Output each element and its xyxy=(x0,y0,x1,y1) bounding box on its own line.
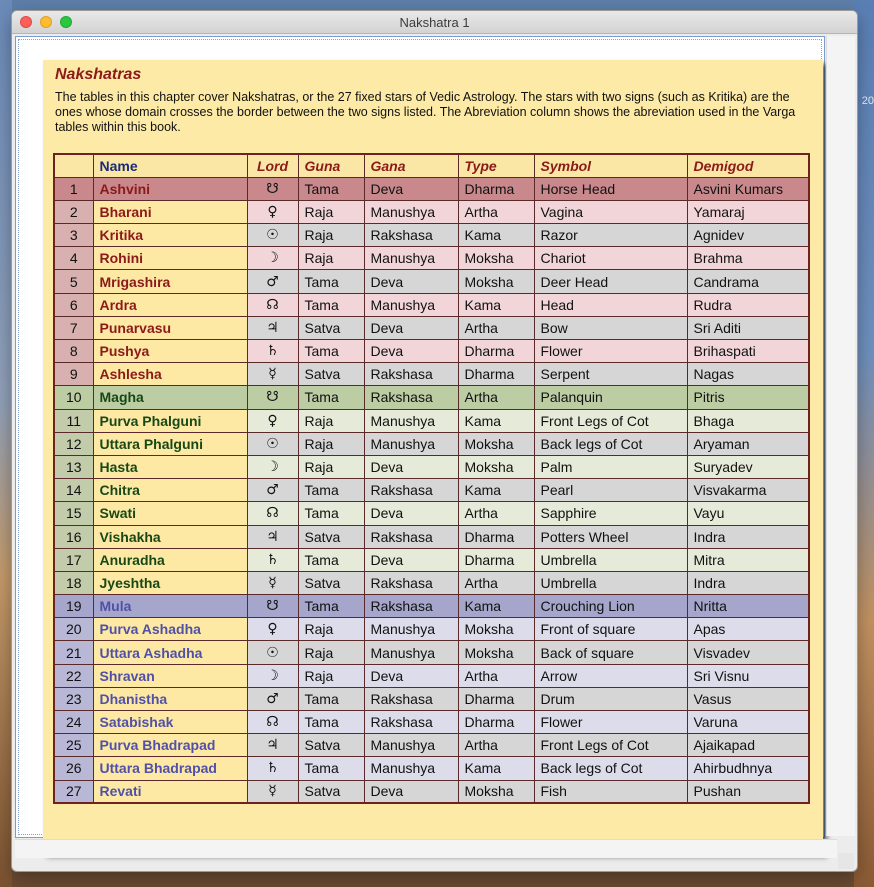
cell-lord: ♂ xyxy=(247,479,298,502)
cell-type: Dharma xyxy=(458,711,534,734)
cell-guna: Raja xyxy=(298,641,364,664)
cell-num: 8 xyxy=(54,340,93,363)
desktop-background-left xyxy=(0,0,12,887)
table-row xyxy=(54,687,809,710)
cell-type: Artha xyxy=(458,316,534,339)
cell-num: 22 xyxy=(54,664,93,687)
cell-name: Uttara Ashadha xyxy=(93,641,247,664)
cell-type: Moksha xyxy=(458,780,534,803)
vertical-scrollbar[interactable] xyxy=(826,36,855,836)
table-row xyxy=(54,525,809,548)
horizontal-scrollbar[interactable] xyxy=(15,839,837,858)
cell-symbol: Fish xyxy=(534,780,687,803)
cell-lord: ☿ xyxy=(247,780,298,803)
cell-demigod: Bhaga xyxy=(687,409,809,432)
cell-lord: ♀ xyxy=(247,409,298,432)
cell-type: Dharma xyxy=(458,363,534,386)
cell-lord: ☿ xyxy=(247,363,298,386)
table-row xyxy=(54,595,809,618)
cell-type: Dharma xyxy=(458,340,534,363)
table-row xyxy=(54,757,809,780)
cell-demigod: Indra xyxy=(687,571,809,594)
cell-demigod: Varuna xyxy=(687,711,809,734)
cell-name: Purva Phalguni xyxy=(93,409,247,432)
cell-num: 19 xyxy=(54,595,93,618)
cell-name: Uttara Bhadrapad xyxy=(93,757,247,780)
cell-guna: Tama xyxy=(298,386,364,409)
cell-lord: ♄ xyxy=(247,340,298,363)
cell-demigod: Vasus xyxy=(687,687,809,710)
cell-demigod: Visvadev xyxy=(687,641,809,664)
cell-type: Moksha xyxy=(458,432,534,455)
desktop-edge-text: 20 xyxy=(861,95,874,107)
cell-lord: ☉ xyxy=(247,641,298,664)
cell-gana: Deva xyxy=(364,780,458,803)
cell-gana: Deva xyxy=(364,316,458,339)
cell-demigod: Ajaikapad xyxy=(687,734,809,757)
cell-type: Kama xyxy=(458,757,534,780)
cell-name: Uttara Phalguni xyxy=(93,432,247,455)
cell-type: Dharma xyxy=(458,177,534,200)
cell-num: 12 xyxy=(54,432,93,455)
table-row xyxy=(54,618,809,641)
cell-num: 26 xyxy=(54,757,93,780)
table-row xyxy=(54,177,809,200)
cell-name: Pushya xyxy=(93,340,247,363)
cell-gana: Deva xyxy=(364,664,458,687)
cell-guna: Tama xyxy=(298,687,364,710)
header-num xyxy=(54,154,93,177)
cell-guna: Raja xyxy=(298,200,364,223)
cell-type: Artha xyxy=(458,664,534,687)
cell-lord: ♀ xyxy=(247,618,298,641)
cell-lord: ♀ xyxy=(247,200,298,223)
document-page xyxy=(43,60,823,853)
cell-lord: ☽ xyxy=(247,455,298,478)
cell-num: 24 xyxy=(54,711,93,734)
cell-name: Ashlesha xyxy=(93,363,247,386)
cell-lord: ♄ xyxy=(247,548,298,571)
cell-lord: ☿ xyxy=(247,571,298,594)
cell-lord: ♃ xyxy=(247,316,298,339)
cell-name: Ashvini xyxy=(93,177,247,200)
cell-gana: Rakshasa xyxy=(364,595,458,618)
cell-guna: Satva xyxy=(298,363,364,386)
table-row xyxy=(54,432,809,455)
cell-name: Rohini xyxy=(93,247,247,270)
desktop-background-right xyxy=(854,0,874,887)
cell-guna: Raja xyxy=(298,247,364,270)
cell-guna: Satva xyxy=(298,780,364,803)
cell-num: 6 xyxy=(54,293,93,316)
cell-num: 2 xyxy=(54,200,93,223)
cell-lord: ☊ xyxy=(247,293,298,316)
cell-type: Dharma xyxy=(458,525,534,548)
cell-demigod: Yamaraj xyxy=(687,200,809,223)
cell-symbol: Back legs of Cot xyxy=(534,757,687,780)
cell-gana: Manushya xyxy=(364,618,458,641)
cell-name: Purva Bhadrapad xyxy=(93,734,247,757)
cell-symbol: Horse Head xyxy=(534,177,687,200)
cell-gana: Deva xyxy=(364,502,458,525)
resize-corner[interactable] xyxy=(838,853,854,869)
cell-demigod: Agnidev xyxy=(687,224,809,247)
cell-name: Kritika xyxy=(93,224,247,247)
cell-symbol: Drum xyxy=(534,687,687,710)
cell-gana: Deva xyxy=(364,455,458,478)
table-row xyxy=(54,664,809,687)
cell-guna: Raja xyxy=(298,409,364,432)
cell-num: 10 xyxy=(54,386,93,409)
cell-demigod: Visvakarma xyxy=(687,479,809,502)
table-row xyxy=(54,293,809,316)
cell-name: Chitra xyxy=(93,479,247,502)
table-row xyxy=(54,363,809,386)
cell-type: Kama xyxy=(458,293,534,316)
cell-lord: ☊ xyxy=(247,502,298,525)
cell-lord: ♄ xyxy=(247,757,298,780)
cell-type: Artha xyxy=(458,734,534,757)
cell-guna: Tama xyxy=(298,293,364,316)
table-row xyxy=(54,316,809,339)
cell-gana: Rakshasa xyxy=(364,711,458,734)
cell-name: Anuradha xyxy=(93,548,247,571)
app-window xyxy=(12,11,857,871)
page-intro: The tables in this chapter cover Nakshatras, or the 27 fixed stars of Vedic Astrology. The stars with two signs (such as Kritika) are the ones whose domain crosses the border between the two signs listed. The Abreviation column shows the abreviation used in the Varga tables within this book. xyxy=(55,90,796,134)
cell-num: 13 xyxy=(54,455,93,478)
table-row xyxy=(54,455,809,478)
cell-type: Kama xyxy=(458,224,534,247)
cell-symbol: Palm xyxy=(534,455,687,478)
table-row xyxy=(54,502,809,525)
cell-type: Moksha xyxy=(458,247,534,270)
cell-lord: ☋ xyxy=(247,595,298,618)
nakshatra-table xyxy=(53,153,810,804)
cell-name: Satabishak xyxy=(93,711,247,734)
cell-gana: Rakshasa xyxy=(364,525,458,548)
cell-symbol: Chariot xyxy=(534,247,687,270)
window-title: Nakshatra 1 xyxy=(399,15,470,30)
cell-gana: Deva xyxy=(364,177,458,200)
cell-type: Moksha xyxy=(458,270,534,293)
cell-name: Revati xyxy=(93,780,247,803)
cell-demigod: Nagas xyxy=(687,363,809,386)
cell-num: 14 xyxy=(54,479,93,502)
cell-gana: Manushya xyxy=(364,409,458,432)
cell-symbol: Flower xyxy=(534,340,687,363)
cell-num: 18 xyxy=(54,571,93,594)
cell-guna: Tama xyxy=(298,595,364,618)
cell-demigod: Candrama xyxy=(687,270,809,293)
cell-symbol: Deer Head xyxy=(534,270,687,293)
cell-demigod: Aryaman xyxy=(687,432,809,455)
cell-lord: ☊ xyxy=(247,711,298,734)
cell-name: Shravan xyxy=(93,664,247,687)
cell-symbol: Head xyxy=(534,293,687,316)
cell-guna: Raja xyxy=(298,618,364,641)
cell-gana: Manushya xyxy=(364,293,458,316)
cell-symbol: Palanquin xyxy=(534,386,687,409)
table-row xyxy=(54,711,809,734)
cell-lord: ☋ xyxy=(247,177,298,200)
cell-type: Artha xyxy=(458,571,534,594)
cell-guna: Satva xyxy=(298,525,364,548)
cell-type: Artha xyxy=(458,386,534,409)
cell-name: Purva Ashadha xyxy=(93,618,247,641)
cell-name: Swati xyxy=(93,502,247,525)
cell-demigod: Nritta xyxy=(687,595,809,618)
cell-name: Magha xyxy=(93,386,247,409)
cell-symbol: Front Legs of Cot xyxy=(534,409,687,432)
cell-lord: ♃ xyxy=(247,734,298,757)
table-row xyxy=(54,479,809,502)
cell-guna: Satva xyxy=(298,571,364,594)
cell-gana: Deva xyxy=(364,548,458,571)
cell-num: 3 xyxy=(54,224,93,247)
cell-num: 7 xyxy=(54,316,93,339)
cell-name: Punarvasu xyxy=(93,316,247,339)
cell-guna: Satva xyxy=(298,734,364,757)
cell-guna: Raja xyxy=(298,224,364,247)
cell-name: Jyeshtha xyxy=(93,571,247,594)
cell-symbol: Serpent xyxy=(534,363,687,386)
header-type: Type xyxy=(458,154,534,177)
cell-symbol: Razor xyxy=(534,224,687,247)
header-demigod: Demigod xyxy=(687,154,809,177)
cell-type: Kama xyxy=(458,479,534,502)
table-row xyxy=(54,571,809,594)
cell-gana: Rakshasa xyxy=(364,571,458,594)
cell-gana: Manushya xyxy=(364,247,458,270)
cell-name: Mrigashira xyxy=(93,270,247,293)
table-row xyxy=(54,641,809,664)
cell-demigod: Pushan xyxy=(687,780,809,803)
cell-guna: Tama xyxy=(298,479,364,502)
cell-demigod: Suryadev xyxy=(687,455,809,478)
cell-name: Mula xyxy=(93,595,247,618)
header-symbol: Symbol xyxy=(534,154,687,177)
cell-gana: Rakshasa xyxy=(364,363,458,386)
cell-num: 15 xyxy=(54,502,93,525)
cell-symbol: Flower xyxy=(534,711,687,734)
table-row xyxy=(54,340,809,363)
cell-type: Artha xyxy=(458,502,534,525)
cell-guna: Tama xyxy=(298,340,364,363)
cell-symbol: Pearl xyxy=(534,479,687,502)
cell-type: Artha xyxy=(458,200,534,223)
cell-guna: Tama xyxy=(298,502,364,525)
header-gana: Gana xyxy=(364,154,458,177)
cell-demigod: Brahma xyxy=(687,247,809,270)
cell-name: Bharani xyxy=(93,200,247,223)
cell-lord: ♂ xyxy=(247,687,298,710)
cell-name: Dhanistha xyxy=(93,687,247,710)
cell-gana: Deva xyxy=(364,340,458,363)
cell-lord: ☉ xyxy=(247,432,298,455)
cell-guna: Raja xyxy=(298,455,364,478)
table-row xyxy=(54,409,809,432)
cell-symbol: Sapphire xyxy=(534,502,687,525)
cell-num: 5 xyxy=(54,270,93,293)
cell-lord: ☽ xyxy=(247,664,298,687)
cell-gana: Manushya xyxy=(364,432,458,455)
cell-gana: Rakshasa xyxy=(364,224,458,247)
header-name: Name xyxy=(93,154,247,177)
cell-symbol: Bow xyxy=(534,316,687,339)
cell-guna: Tama xyxy=(298,270,364,293)
cell-demigod: Sri Visnu xyxy=(687,664,809,687)
cell-num: 4 xyxy=(54,247,93,270)
cell-demigod: Ahirbudhnya xyxy=(687,757,809,780)
cell-lord: ☽ xyxy=(247,247,298,270)
cell-type: Moksha xyxy=(458,641,534,664)
cell-type: Dharma xyxy=(458,548,534,571)
cell-guna: Tama xyxy=(298,757,364,780)
cell-gana: Rakshasa xyxy=(364,479,458,502)
cell-lord: ♃ xyxy=(247,525,298,548)
cell-num: 9 xyxy=(54,363,93,386)
cell-name: Hasta xyxy=(93,455,247,478)
cell-demigod: Sri Aditi xyxy=(687,316,809,339)
cell-symbol: Crouching Lion xyxy=(534,595,687,618)
cell-gana: Rakshasa xyxy=(364,687,458,710)
cell-symbol: Potters Wheel xyxy=(534,525,687,548)
cell-num: 21 xyxy=(54,641,93,664)
table-row xyxy=(54,734,809,757)
cell-symbol: Arrow xyxy=(534,664,687,687)
cell-lord: ☋ xyxy=(247,386,298,409)
cell-symbol: Back legs of Cot xyxy=(534,432,687,455)
cell-lord: ♂ xyxy=(247,270,298,293)
header-lord: Lord xyxy=(247,154,298,177)
cell-num: 23 xyxy=(54,687,93,710)
cell-type: Kama xyxy=(458,409,534,432)
cell-num: 11 xyxy=(54,409,93,432)
cell-guna: Tama xyxy=(298,177,364,200)
document-view[interactable] xyxy=(15,36,825,838)
cell-type: Moksha xyxy=(458,618,534,641)
cell-guna: Raja xyxy=(298,664,364,687)
table-row xyxy=(54,224,809,247)
cell-symbol: Front Legs of Cot xyxy=(534,734,687,757)
cell-demigod: Rudra xyxy=(687,293,809,316)
table-row xyxy=(54,386,809,409)
header-guna: Guna xyxy=(298,154,364,177)
cell-guna: Satva xyxy=(298,316,364,339)
cell-num: 16 xyxy=(54,525,93,548)
cell-demigod: Mitra xyxy=(687,548,809,571)
cell-symbol: Back of square xyxy=(534,641,687,664)
cell-demigod: Apas xyxy=(687,618,809,641)
cell-num: 20 xyxy=(54,618,93,641)
cell-num: 17 xyxy=(54,548,93,571)
cell-name: Ardra xyxy=(93,293,247,316)
cell-gana: Manushya xyxy=(364,757,458,780)
cell-demigod: Vayu xyxy=(687,502,809,525)
table-row xyxy=(54,270,809,293)
cell-guna: Raja xyxy=(298,432,364,455)
table-body xyxy=(54,177,809,803)
cell-num: 1 xyxy=(54,177,93,200)
table-row xyxy=(54,247,809,270)
title-bar[interactable] xyxy=(12,11,857,34)
cell-name: Vishakha xyxy=(93,525,247,548)
cell-guna: Tama xyxy=(298,548,364,571)
table-header-row xyxy=(54,154,809,177)
cell-guna: Tama xyxy=(298,711,364,734)
cell-symbol: Umbrella xyxy=(534,548,687,571)
cell-symbol: Front of square xyxy=(534,618,687,641)
cell-gana: Deva xyxy=(364,270,458,293)
cell-lord: ☉ xyxy=(247,224,298,247)
cell-num: 27 xyxy=(54,780,93,803)
cell-type: Kama xyxy=(458,595,534,618)
cell-symbol: Vagina xyxy=(534,200,687,223)
table-row xyxy=(54,780,809,803)
cell-demigod: Asvini Kumars xyxy=(687,177,809,200)
cell-demigod: Pitris xyxy=(687,386,809,409)
cell-gana: Rakshasa xyxy=(364,386,458,409)
cell-gana: Manushya xyxy=(364,641,458,664)
cell-demigod: Indra xyxy=(687,525,809,548)
table-row xyxy=(54,200,809,223)
cell-type: Dharma xyxy=(458,687,534,710)
cell-gana: Manushya xyxy=(364,734,458,757)
table-row xyxy=(54,548,809,571)
cell-type: Moksha xyxy=(458,455,534,478)
cell-demigod: Brihaspati xyxy=(687,340,809,363)
cell-num: 25 xyxy=(54,734,93,757)
cell-gana: Manushya xyxy=(364,200,458,223)
page-title: Nakshatras xyxy=(55,66,142,83)
cell-symbol: Umbrella xyxy=(534,571,687,594)
